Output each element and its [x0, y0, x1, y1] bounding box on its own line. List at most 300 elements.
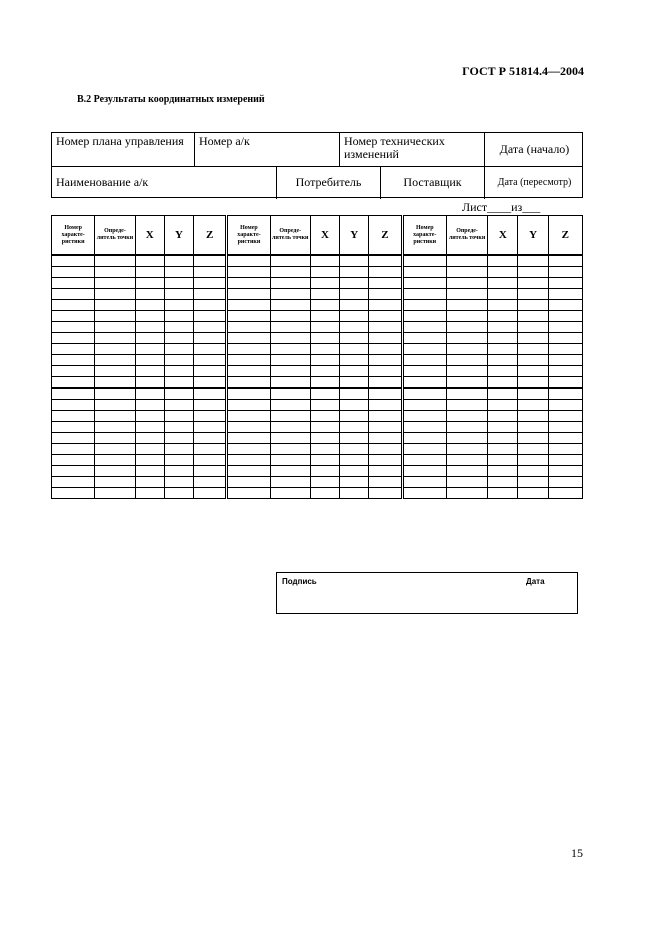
table-cell[interactable]	[488, 289, 518, 300]
table-cell[interactable]	[164, 444, 193, 455]
table-cell[interactable]	[270, 267, 310, 278]
table-cell[interactable]	[164, 488, 193, 499]
table-cell[interactable]	[548, 355, 582, 366]
table-cell[interactable]	[135, 322, 164, 333]
table-cell[interactable]	[135, 366, 164, 377]
table-cell[interactable]	[340, 477, 369, 488]
table-cell[interactable]	[488, 278, 518, 289]
table-cell[interactable]	[518, 289, 548, 300]
table-cell[interactable]	[194, 344, 227, 355]
table-cell[interactable]	[164, 433, 193, 444]
table-cell[interactable]	[310, 255, 339, 267]
table-cell[interactable]	[518, 488, 548, 499]
table-cell[interactable]	[518, 278, 548, 289]
table-cell[interactable]	[310, 411, 339, 422]
table-cell[interactable]	[164, 267, 193, 278]
table-cell[interactable]	[310, 466, 339, 477]
table-cell[interactable]	[164, 255, 193, 267]
table-cell[interactable]	[135, 311, 164, 322]
table-cell[interactable]	[369, 411, 402, 422]
table-cell[interactable]	[369, 333, 402, 344]
table-cell[interactable]	[446, 388, 487, 400]
table-cell[interactable]	[369, 444, 402, 455]
table-cell[interactable]	[52, 488, 95, 499]
table-cell[interactable]	[518, 377, 548, 389]
table-cell[interactable]	[548, 289, 582, 300]
table-cell[interactable]	[310, 377, 339, 389]
table-cell[interactable]	[310, 333, 339, 344]
table-cell[interactable]	[518, 444, 548, 455]
table-cell[interactable]	[227, 355, 270, 366]
table-cell[interactable]	[548, 322, 582, 333]
table-cell[interactable]	[310, 289, 339, 300]
table-cell[interactable]	[369, 477, 402, 488]
table-cell[interactable]	[52, 366, 95, 377]
table-cell[interactable]	[518, 400, 548, 411]
table-cell[interactable]	[340, 344, 369, 355]
table-cell[interactable]	[340, 411, 369, 422]
table-cell[interactable]	[95, 267, 135, 278]
table-cell[interactable]	[548, 267, 582, 278]
table-cell[interactable]	[135, 400, 164, 411]
table-cell[interactable]	[369, 377, 402, 389]
table-cell[interactable]	[548, 344, 582, 355]
table-cell[interactable]	[310, 366, 339, 377]
table-cell[interactable]	[518, 267, 548, 278]
table-cell[interactable]	[227, 444, 270, 455]
table-cell[interactable]	[194, 466, 227, 477]
table-cell[interactable]	[52, 422, 95, 433]
table-cell[interactable]	[340, 322, 369, 333]
table-cell[interactable]	[548, 488, 582, 499]
table-cell[interactable]	[369, 255, 402, 267]
table-cell[interactable]	[402, 278, 446, 289]
table-cell[interactable]	[518, 333, 548, 344]
table-cell[interactable]	[52, 444, 95, 455]
table-cell[interactable]	[95, 355, 135, 366]
table-cell[interactable]	[194, 267, 227, 278]
table-cell[interactable]	[518, 455, 548, 466]
table-cell[interactable]	[52, 267, 95, 278]
table-cell[interactable]	[488, 444, 518, 455]
table-cell[interactable]	[402, 300, 446, 311]
table-cell[interactable]	[488, 333, 518, 344]
table-cell[interactable]	[402, 477, 446, 488]
table-cell[interactable]	[340, 311, 369, 322]
table-cell[interactable]	[518, 322, 548, 333]
table-cell[interactable]	[488, 433, 518, 444]
table-cell[interactable]	[402, 333, 446, 344]
table-cell[interactable]	[518, 300, 548, 311]
table-cell[interactable]	[446, 400, 487, 411]
table-cell[interactable]	[340, 400, 369, 411]
table-cell[interactable]	[369, 289, 402, 300]
table-cell[interactable]	[446, 466, 487, 477]
table-cell[interactable]	[548, 311, 582, 322]
table-cell[interactable]	[164, 300, 193, 311]
table-cell[interactable]	[402, 455, 446, 466]
table-cell[interactable]	[135, 278, 164, 289]
table-cell[interactable]	[369, 355, 402, 366]
table-cell[interactable]	[95, 477, 135, 488]
table-cell[interactable]	[194, 333, 227, 344]
table-cell[interactable]	[270, 366, 310, 377]
table-cell[interactable]	[310, 344, 339, 355]
table-cell[interactable]	[135, 444, 164, 455]
table-cell[interactable]	[488, 488, 518, 499]
table-cell[interactable]	[164, 322, 193, 333]
table-cell[interactable]	[164, 278, 193, 289]
table-cell[interactable]	[95, 433, 135, 444]
table-cell[interactable]	[548, 300, 582, 311]
table-cell[interactable]	[194, 455, 227, 466]
table-cell[interactable]	[488, 344, 518, 355]
table-cell[interactable]	[52, 300, 95, 311]
table-cell[interactable]	[402, 388, 446, 400]
table-cell[interactable]	[518, 466, 548, 477]
table-cell[interactable]	[135, 267, 164, 278]
table-cell[interactable]	[402, 322, 446, 333]
table-cell[interactable]	[270, 455, 310, 466]
table-cell[interactable]	[52, 433, 95, 444]
table-cell[interactable]	[52, 477, 95, 488]
table-cell[interactable]	[52, 355, 95, 366]
table-cell[interactable]	[95, 300, 135, 311]
table-cell[interactable]	[52, 322, 95, 333]
table-cell[interactable]	[194, 377, 227, 389]
table-cell[interactable]	[95, 255, 135, 267]
table-cell[interactable]	[270, 377, 310, 389]
table-cell[interactable]	[227, 300, 270, 311]
table-cell[interactable]	[95, 322, 135, 333]
table-cell[interactable]	[340, 444, 369, 455]
table-cell[interactable]	[518, 477, 548, 488]
table-cell[interactable]	[135, 344, 164, 355]
table-cell[interactable]	[95, 366, 135, 377]
table-cell[interactable]	[227, 377, 270, 389]
table-cell[interactable]	[340, 433, 369, 444]
table-cell[interactable]	[52, 278, 95, 289]
table-cell[interactable]	[270, 311, 310, 322]
table-cell[interactable]	[518, 366, 548, 377]
table-cell[interactable]	[95, 411, 135, 422]
table-cell[interactable]	[95, 488, 135, 499]
table-cell[interactable]	[194, 400, 227, 411]
table-cell[interactable]	[164, 377, 193, 389]
table-cell[interactable]	[369, 278, 402, 289]
table-cell[interactable]	[518, 388, 548, 400]
table-cell[interactable]	[518, 422, 548, 433]
table-cell[interactable]	[164, 333, 193, 344]
table-cell[interactable]	[446, 355, 487, 366]
table-cell[interactable]	[518, 255, 548, 267]
table-cell[interactable]	[310, 311, 339, 322]
table-cell[interactable]	[135, 289, 164, 300]
table-cell[interactable]	[227, 366, 270, 377]
table-cell[interactable]	[446, 433, 487, 444]
table-cell[interactable]	[548, 411, 582, 422]
table-cell[interactable]	[340, 366, 369, 377]
table-cell[interactable]	[310, 433, 339, 444]
table-cell[interactable]	[369, 344, 402, 355]
table-cell[interactable]	[310, 355, 339, 366]
table-cell[interactable]	[488, 422, 518, 433]
table-cell[interactable]	[135, 466, 164, 477]
table-cell[interactable]	[164, 289, 193, 300]
table-cell[interactable]	[310, 477, 339, 488]
table-cell[interactable]	[227, 311, 270, 322]
table-cell[interactable]	[270, 300, 310, 311]
table-cell[interactable]	[310, 488, 339, 499]
table-cell[interactable]	[488, 400, 518, 411]
table-cell[interactable]	[340, 466, 369, 477]
table-cell[interactable]	[52, 455, 95, 466]
table-cell[interactable]	[446, 411, 487, 422]
table-cell[interactable]	[488, 411, 518, 422]
table-cell[interactable]	[52, 311, 95, 322]
table-cell[interactable]	[194, 278, 227, 289]
table-cell[interactable]	[52, 411, 95, 422]
table-cell[interactable]	[488, 267, 518, 278]
table-cell[interactable]	[52, 466, 95, 477]
table-cell[interactable]	[95, 455, 135, 466]
table-cell[interactable]	[488, 377, 518, 389]
table-cell[interactable]	[135, 433, 164, 444]
table-cell[interactable]	[95, 400, 135, 411]
table-cell[interactable]	[194, 322, 227, 333]
table-cell[interactable]	[270, 322, 310, 333]
table-cell[interactable]	[369, 488, 402, 499]
table-cell[interactable]	[446, 366, 487, 377]
table-cell[interactable]	[135, 377, 164, 389]
table-cell[interactable]	[194, 355, 227, 366]
table-cell[interactable]	[135, 488, 164, 499]
table-cell[interactable]	[402, 466, 446, 477]
table-cell[interactable]	[340, 255, 369, 267]
table-cell[interactable]	[310, 322, 339, 333]
table-cell[interactable]	[227, 388, 270, 400]
table-cell[interactable]	[270, 278, 310, 289]
table-cell[interactable]	[369, 366, 402, 377]
table-cell[interactable]	[488, 255, 518, 267]
table-cell[interactable]	[488, 388, 518, 400]
table-cell[interactable]	[164, 466, 193, 477]
table-cell[interactable]	[227, 488, 270, 499]
table-cell[interactable]	[446, 444, 487, 455]
table-cell[interactable]	[369, 388, 402, 400]
table-cell[interactable]	[369, 400, 402, 411]
table-cell[interactable]	[518, 433, 548, 444]
table-cell[interactable]	[194, 388, 227, 400]
table-cell[interactable]	[194, 300, 227, 311]
table-cell[interactable]	[227, 333, 270, 344]
table-cell[interactable]	[340, 289, 369, 300]
table-cell[interactable]	[446, 267, 487, 278]
table-cell[interactable]	[194, 311, 227, 322]
table-cell[interactable]	[164, 477, 193, 488]
table-cell[interactable]	[402, 311, 446, 322]
table-cell[interactable]	[369, 422, 402, 433]
table-cell[interactable]	[270, 477, 310, 488]
table-cell[interactable]	[52, 377, 95, 389]
table-cell[interactable]	[446, 300, 487, 311]
table-cell[interactable]	[402, 355, 446, 366]
table-cell[interactable]	[518, 344, 548, 355]
table-cell[interactable]	[402, 433, 446, 444]
table-cell[interactable]	[402, 267, 446, 278]
table-cell[interactable]	[95, 289, 135, 300]
table-cell[interactable]	[52, 333, 95, 344]
table-cell[interactable]	[194, 444, 227, 455]
table-cell[interactable]	[446, 322, 487, 333]
table-cell[interactable]	[95, 388, 135, 400]
table-cell[interactable]	[164, 411, 193, 422]
table-cell[interactable]	[135, 455, 164, 466]
table-cell[interactable]	[135, 411, 164, 422]
table-cell[interactable]	[548, 388, 582, 400]
table-cell[interactable]	[548, 333, 582, 344]
table-cell[interactable]	[270, 444, 310, 455]
table-cell[interactable]	[135, 388, 164, 400]
table-cell[interactable]	[310, 444, 339, 455]
table-cell[interactable]	[227, 344, 270, 355]
table-cell[interactable]	[548, 466, 582, 477]
table-cell[interactable]	[488, 455, 518, 466]
table-cell[interactable]	[135, 333, 164, 344]
table-cell[interactable]	[369, 311, 402, 322]
table-cell[interactable]	[164, 311, 193, 322]
table-cell[interactable]	[518, 311, 548, 322]
table-cell[interactable]	[95, 444, 135, 455]
table-cell[interactable]	[52, 388, 95, 400]
table-cell[interactable]	[95, 278, 135, 289]
table-cell[interactable]	[164, 355, 193, 366]
table-cell[interactable]	[194, 433, 227, 444]
table-cell[interactable]	[227, 322, 270, 333]
table-cell[interactable]	[488, 300, 518, 311]
table-cell[interactable]	[446, 422, 487, 433]
table-cell[interactable]	[548, 255, 582, 267]
table-cell[interactable]	[446, 311, 487, 322]
table-cell[interactable]	[369, 466, 402, 477]
table-cell[interactable]	[194, 366, 227, 377]
table-cell[interactable]	[488, 322, 518, 333]
table-cell[interactable]	[488, 311, 518, 322]
table-cell[interactable]	[548, 477, 582, 488]
table-cell[interactable]	[164, 344, 193, 355]
table-cell[interactable]	[270, 488, 310, 499]
table-cell[interactable]	[310, 400, 339, 411]
table-cell[interactable]	[310, 422, 339, 433]
table-cell[interactable]	[194, 422, 227, 433]
table-cell[interactable]	[270, 344, 310, 355]
table-cell[interactable]	[227, 289, 270, 300]
table-cell[interactable]	[227, 255, 270, 267]
table-cell[interactable]	[227, 278, 270, 289]
table-cell[interactable]	[52, 289, 95, 300]
table-cell[interactable]	[135, 422, 164, 433]
table-cell[interactable]	[548, 455, 582, 466]
table-cell[interactable]	[402, 366, 446, 377]
table-cell[interactable]	[340, 377, 369, 389]
table-cell[interactable]	[369, 300, 402, 311]
table-cell[interactable]	[227, 455, 270, 466]
table-cell[interactable]	[402, 344, 446, 355]
table-cell[interactable]	[194, 477, 227, 488]
table-cell[interactable]	[270, 422, 310, 433]
table-cell[interactable]	[446, 455, 487, 466]
table-cell[interactable]	[52, 255, 95, 267]
table-cell[interactable]	[194, 289, 227, 300]
table-cell[interactable]	[270, 355, 310, 366]
table-cell[interactable]	[369, 455, 402, 466]
table-cell[interactable]	[194, 255, 227, 267]
table-cell[interactable]	[446, 377, 487, 389]
table-cell[interactable]	[446, 255, 487, 267]
table-cell[interactable]	[402, 411, 446, 422]
table-cell[interactable]	[95, 466, 135, 477]
table-cell[interactable]	[446, 477, 487, 488]
table-cell[interactable]	[227, 466, 270, 477]
table-cell[interactable]	[402, 289, 446, 300]
table-cell[interactable]	[369, 322, 402, 333]
table-cell[interactable]	[310, 388, 339, 400]
table-cell[interactable]	[194, 488, 227, 499]
table-cell[interactable]	[548, 444, 582, 455]
table-cell[interactable]	[270, 289, 310, 300]
table-cell[interactable]	[369, 433, 402, 444]
table-cell[interactable]	[164, 400, 193, 411]
table-cell[interactable]	[52, 400, 95, 411]
table-cell[interactable]	[402, 488, 446, 499]
table-cell[interactable]	[488, 477, 518, 488]
table-cell[interactable]	[402, 422, 446, 433]
table-cell[interactable]	[446, 488, 487, 499]
table-cell[interactable]	[164, 455, 193, 466]
table-cell[interactable]	[446, 344, 487, 355]
table-cell[interactable]	[164, 366, 193, 377]
table-cell[interactable]	[95, 333, 135, 344]
table-cell[interactable]	[518, 411, 548, 422]
table-cell[interactable]	[270, 400, 310, 411]
table-cell[interactable]	[135, 300, 164, 311]
table-cell[interactable]	[340, 388, 369, 400]
table-cell[interactable]	[340, 455, 369, 466]
table-cell[interactable]	[518, 355, 548, 366]
table-cell[interactable]	[548, 377, 582, 389]
table-cell[interactable]	[310, 455, 339, 466]
table-cell[interactable]	[369, 267, 402, 278]
table-cell[interactable]	[310, 278, 339, 289]
table-cell[interactable]	[310, 267, 339, 278]
table-cell[interactable]	[164, 422, 193, 433]
table-cell[interactable]	[227, 477, 270, 488]
table-cell[interactable]	[340, 422, 369, 433]
table-cell[interactable]	[340, 300, 369, 311]
table-cell[interactable]	[95, 344, 135, 355]
table-cell[interactable]	[270, 433, 310, 444]
table-cell[interactable]	[488, 355, 518, 366]
table-cell[interactable]	[488, 366, 518, 377]
table-cell[interactable]	[227, 400, 270, 411]
table-cell[interactable]	[227, 267, 270, 278]
table-cell[interactable]	[340, 488, 369, 499]
table-cell[interactable]	[340, 355, 369, 366]
table-cell[interactable]	[340, 267, 369, 278]
table-cell[interactable]	[402, 377, 446, 389]
table-cell[interactable]	[95, 422, 135, 433]
table-cell[interactable]	[194, 411, 227, 422]
